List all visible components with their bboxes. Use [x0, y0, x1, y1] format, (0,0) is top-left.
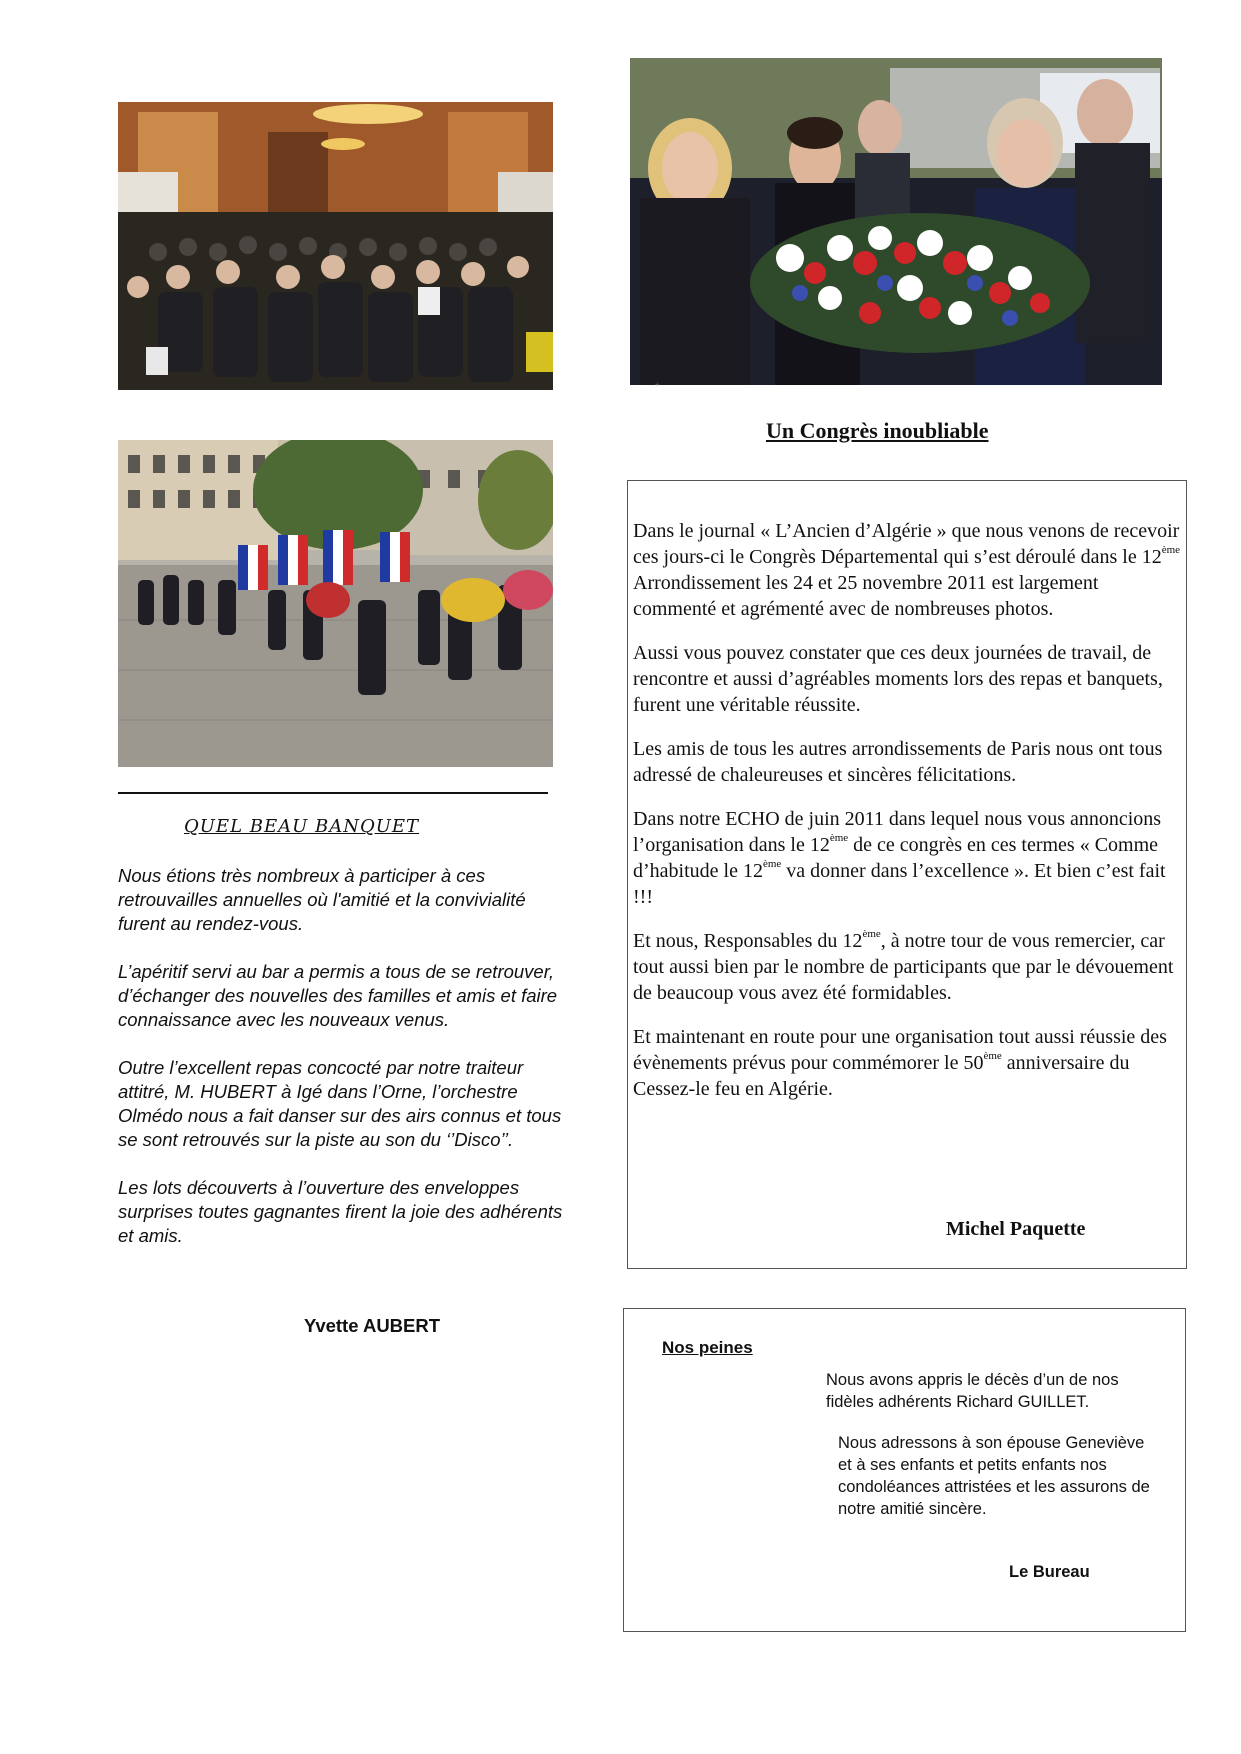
photo-flag-ceremony	[118, 440, 553, 767]
photo-wreath-laying	[630, 58, 1162, 385]
congres-article	[633, 518, 1185, 1120]
separator-rule	[118, 792, 548, 794]
congres-signature: Michel Paquette	[946, 1218, 1086, 1240]
banquet-paragraph: Nous étions très nombreux à participer à ces retrouvailles annuelles où l'amitié et la convivialité furent au rendez-vous.	[118, 865, 526, 934]
photo-congress-hall	[118, 102, 553, 390]
photo-marker: +	[655, 380, 660, 389]
peines-title: Nos peines	[662, 1338, 753, 1357]
peines-paragraph: Nous avons appris le décès d’un de nos fidèles adhérents Richard GUILLET.	[826, 1371, 1119, 1411]
banquet-paragraph: L’apéritif servi au bar a permis a tous de se retrouver, d’échanger des nouvelles des familles et amis et faire connaissance avec les nouveaux venus.	[118, 961, 558, 1030]
banquet-title: QUEL BEAU BANQUET	[184, 816, 420, 837]
congres-paragraph: Et maintenant en route pour une organisation tout aussi réussie des évènements prévus pour commémorer le 50ème anniversaire du Cessez-le feu en Algérie.	[633, 1026, 1167, 1100]
congres-paragraph: Aussi vous pouvez constater que ces deux journées de travail, de rencontre et aussi d’agréables moments lors des repas et banquets, furent une véritable réussite.	[633, 642, 1163, 716]
peines-paragraph: Nous adressons à son épouse Geneviève et à ses enfants et petits enfants nos condoléances attristées et les assurons de notre amitié sincère.	[838, 1434, 1150, 1518]
congres-paragraph: Les amis de tous les autres arrondissements de Paris nous ont tous adressé de chaleureuses et sincères félicitations.	[633, 738, 1163, 786]
congres-paragraph: Dans le journal « L’Ancien d’Algérie » que nous venons de recevoir ces jours-ci le Congrès Départemental qui s’est déroulé dans le 12ème Arrondissement les 24 et 25 novembre 2011 est largement commenté et agrémenté avec de nombreuses photos.	[633, 520, 1181, 620]
congres-paragraph: Dans notre ECHO de juin 2011 dans lequel nous vous annoncions l’organisation dans le 12ème de ce congrès en ces termes « Comme d’habitude le 12ème va donner dans l’excellence ». Et bien c’est fait !!!	[633, 808, 1166, 908]
congres-title: Un Congrès inoubliable	[766, 418, 989, 443]
congres-paragraph: Et nous, Responsables du 12ème, à notre tour de vous remercier, car tout aussi bien par le nombre de participants que par le dévouement de beaucoup vous avez été formidables.	[633, 928, 1174, 1004]
banquet-paragraph: Les lots découverts à l’ouverture des enveloppes surprises toutes gagnantes firent la joie des adhérents et amis.	[118, 1177, 563, 1246]
peines-signature: Le Bureau	[1009, 1563, 1090, 1581]
banquet-paragraph: Outre l’excellent repas concocté par notre traiteur attitré, M. HUBERT à Igé dans l’Orne, l’orchestre Olmédo nous a fait danser sur des airs connus et tous se sont retrouvés sur la piste au son du ‘’Disco’’.	[118, 1057, 562, 1150]
banquet-article	[118, 864, 574, 1272]
banquet-signature: Yvette AUBERT	[304, 1315, 441, 1336]
